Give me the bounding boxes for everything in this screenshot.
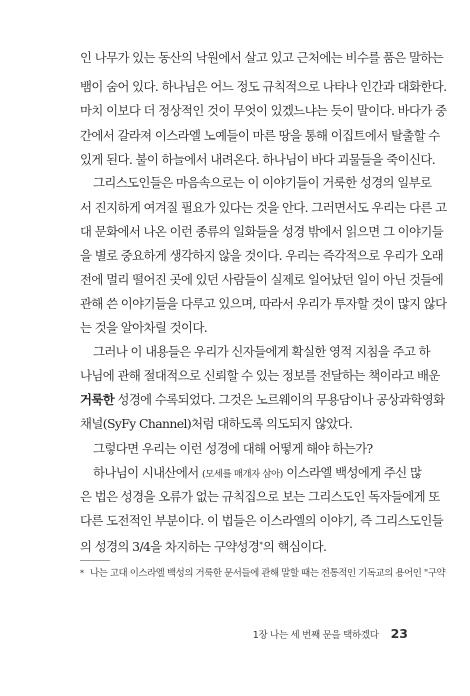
paragraph-start	[93, 465, 422, 483]
body-line: 는 것을 알아차릴 것이다.	[80, 320, 208, 335]
body-line-part: 하나님이 시내산에서	[93, 465, 203, 480]
body-line: 대 문화에서 나온 이런 종류의 일화들을 성경 밖에서 읽으면 그 이야기들	[80, 224, 444, 239]
page-number: 23	[390, 626, 408, 641]
parenthetical-small: (모세를 매개자 삼아)	[202, 469, 283, 480]
body-line: 서 진지하게 여겨질 필요가 있다는 것을 안다. 그러면서도 우리는 다른 고	[80, 200, 447, 215]
paragraph-start: 그렇다면 우리는 이런 성경에 대해 어떻게 해야 하는가?	[93, 441, 373, 456]
footnote-marker: *	[259, 541, 263, 549]
emphasis-text: 거룩한	[80, 392, 115, 407]
body-line-rest: 성경에 수록되었다. 그것은 노르웨이의 무용담이나 공상과학영화	[114, 392, 445, 407]
body-line: 인 나무가 있는 동산의 낙원에서 살고 있고 근처에는 비수를 품은 말하는	[80, 50, 444, 65]
body-line: 을 별로 중요하게 생각하지 않을 것이다. 우리는 즉각적으로 우리가 오래	[80, 248, 444, 263]
body-line: 다른 도전적인 부분이다. 이 법들은 이스라엘의 이야기, 즉 그리스도인들	[80, 513, 444, 528]
paragraph-start: 그러나 이 내용들은 우리가 신자들에게 확실한 영적 지침을 주고 하	[93, 344, 431, 359]
footnote-star: *	[80, 569, 84, 578]
body-line: 나님에 관해 절대적으로 신뢰할 수 있는 정보를 전달하는 책이라고 배운	[80, 368, 440, 383]
body-line-part: 의 핵심이다.	[262, 539, 327, 554]
body-line: 관해 쓴 이야기들을 다루고 있으며, 따라서 우리가 투자할 것이 많지 않다	[80, 296, 447, 311]
body-line: 있게 된다. 불이 하늘에서 내려온다. 하나님이 바다 괴물들을 죽이신다.	[80, 152, 436, 167]
footnote-text: 나는 고대 이스라엘 백성의 거룩한 문서들에 관해 말할 때는 전통적인 기독교의 용어인 "구약	[90, 568, 446, 579]
body-line	[80, 392, 445, 408]
footnote-divider	[80, 560, 110, 561]
body-line: 전에 멀리 떨어진 곳에 있던 사람들이 실제로 일어났던 일이 아닌 것들에	[80, 272, 444, 287]
body-line: 뱀이 숨어 있다. 하나님은 어느 정도 규칙적으로 나타나 인간과 대화한다.	[80, 79, 447, 94]
body-line: 마치 이보다 더 정상적인 것이 무엇이 있겠느냐는 듯이 말이다. 바다가 중	[80, 103, 447, 118]
paragraph-start: 그리스도인들은 마음속으로는 이 이야기들이 거룩한 성경의 일부로	[93, 175, 432, 190]
running-head: 1장 나는 세 번째 문을 택하겠다	[252, 630, 379, 641]
body-line	[80, 537, 408, 555]
page-footer	[253, 623, 408, 642]
body-line-part: 의 성경의 3/4을 차지하는 구약성경	[80, 539, 260, 554]
body-line: 간에서 갈라져 이스라엘 노예들이 마른 땅을 통해 이집트에서 탈출할 수	[80, 128, 440, 143]
body-line-part: 이스라엘 백성에게 주신 많	[282, 465, 422, 480]
body-line: 채널(SyFy Channel)처럼 대하도록 의도되지 않았다.	[80, 416, 353, 431]
body-line: 은 법은 성경을 오류가 없는 규칙집으로 보는 그리스도인 독자들에게 또	[80, 489, 440, 504]
footnote	[80, 567, 446, 580]
